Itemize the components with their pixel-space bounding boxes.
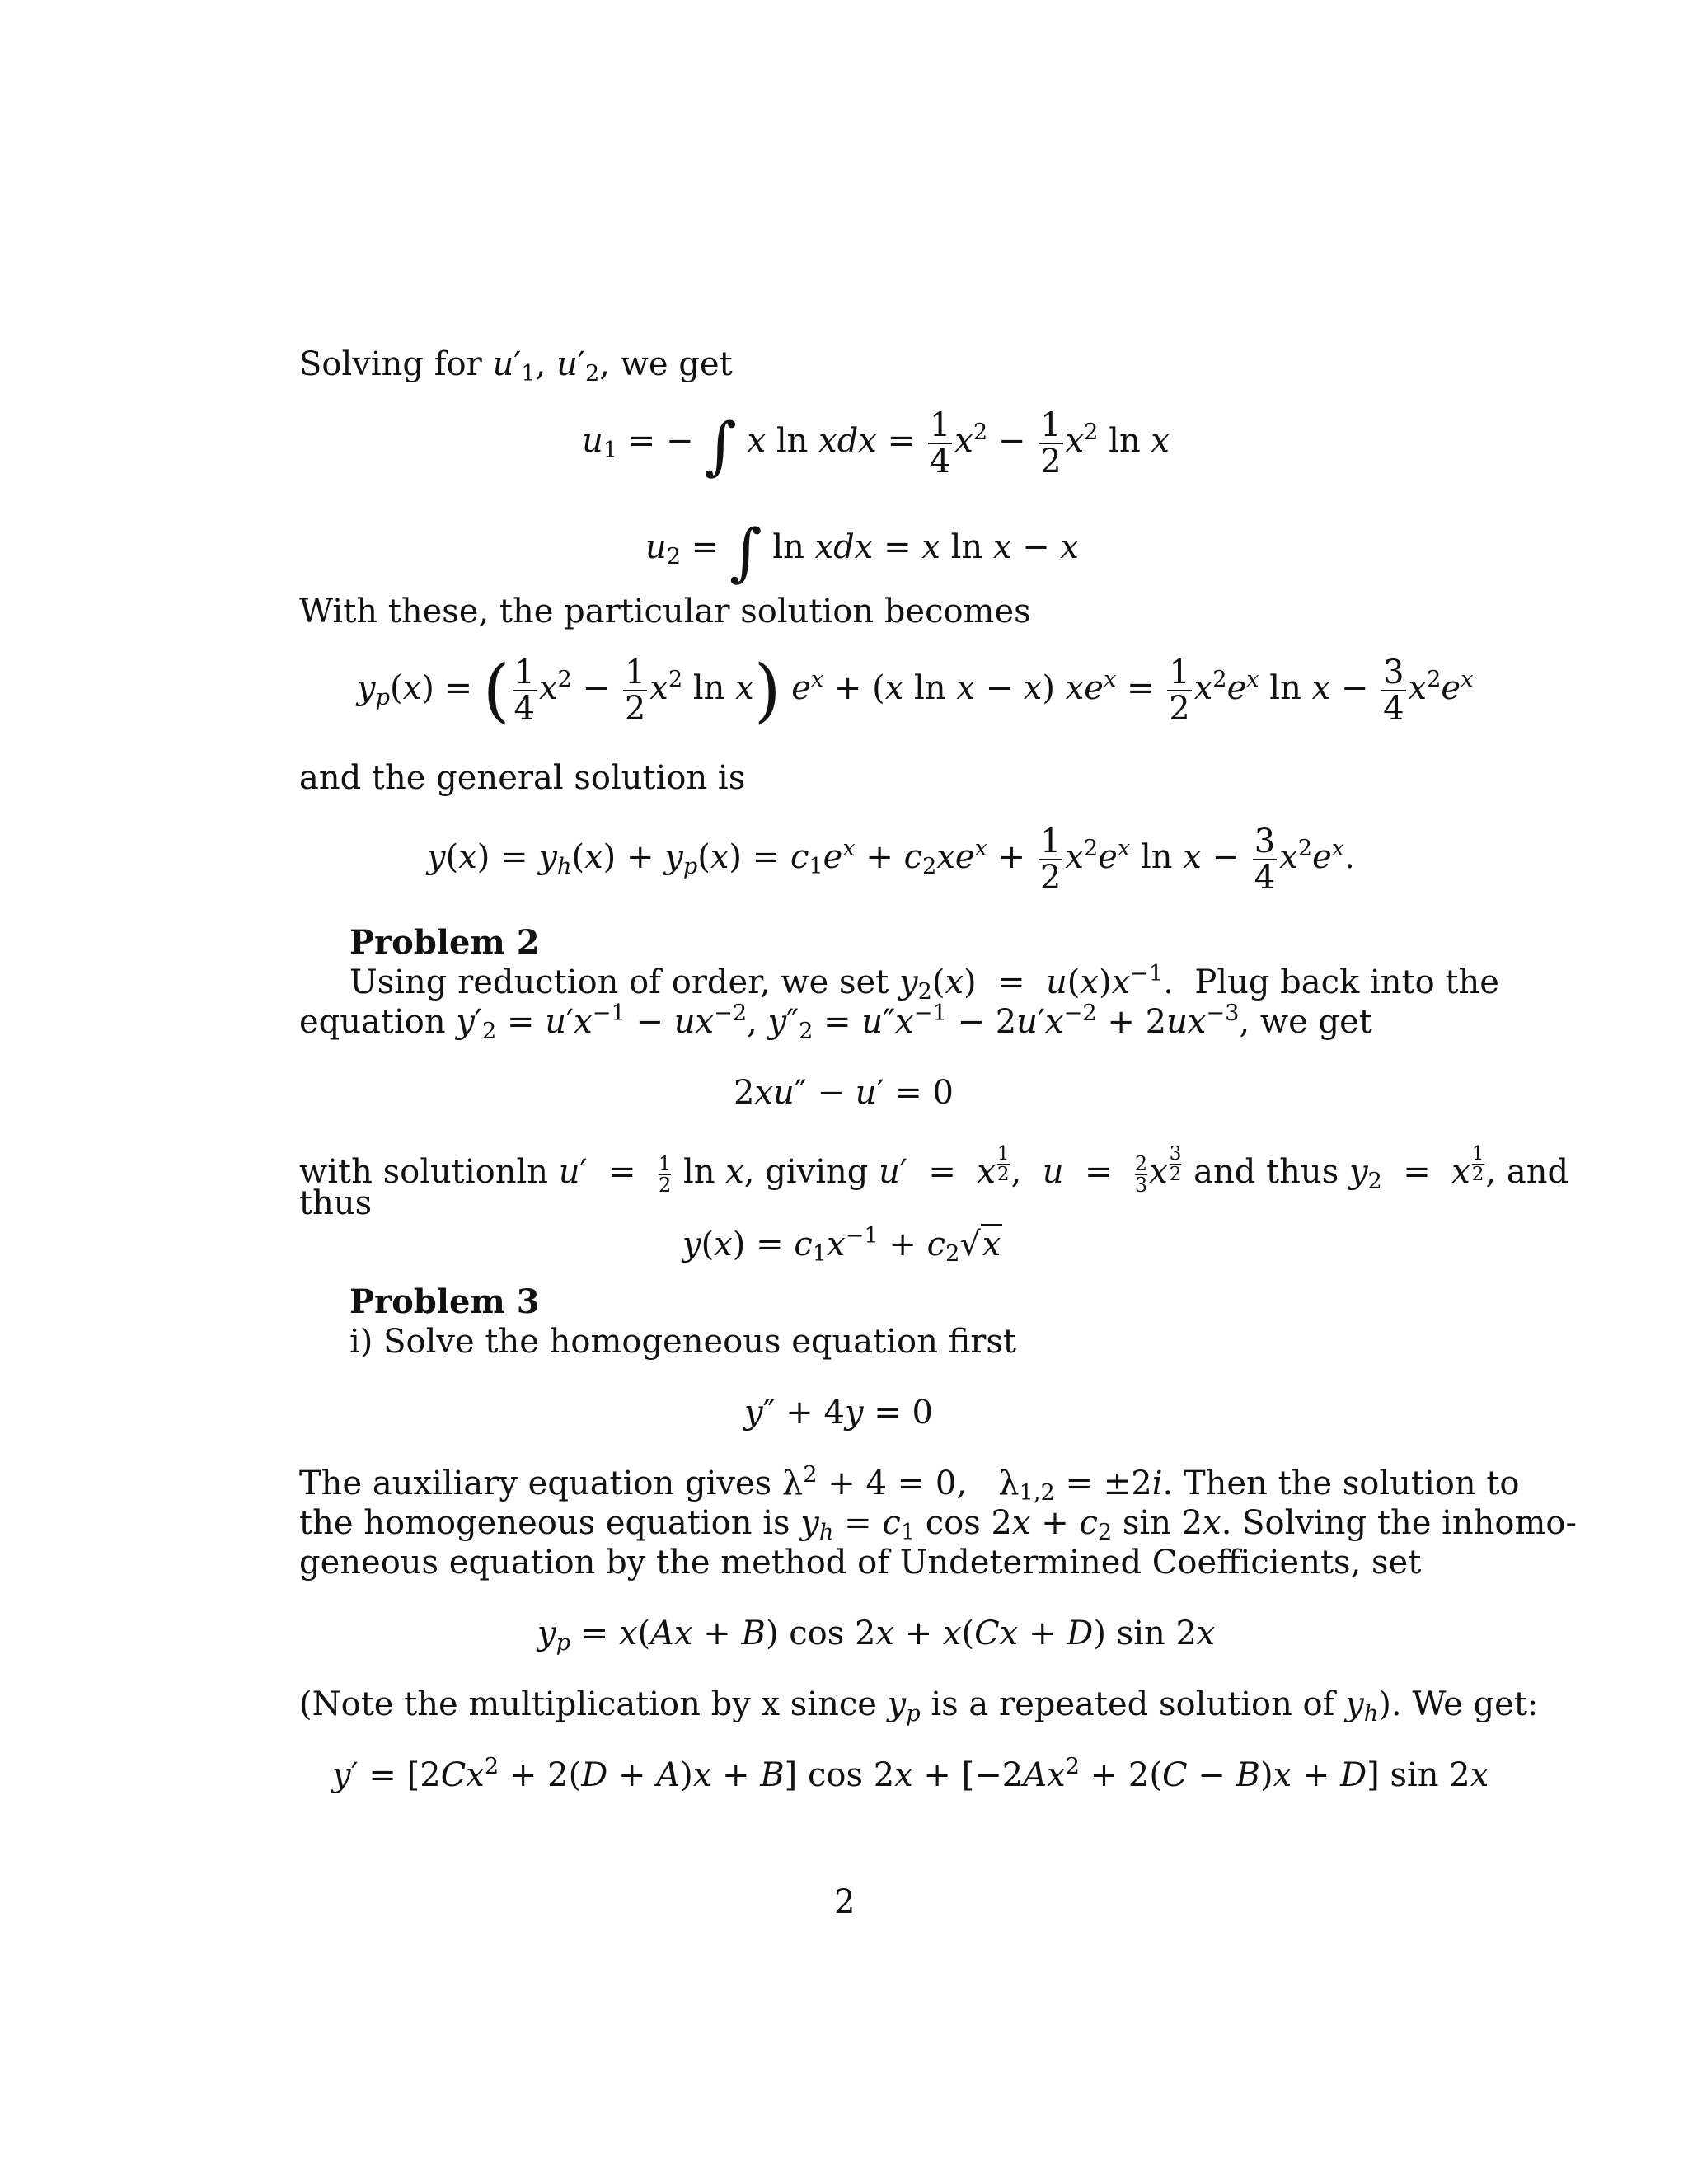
general-solution-intro: and the general solution is (299, 759, 746, 797)
problem-2-line-2: equation $y'_2 = u'x^{-1} - ux^{-2}$, $y''_2 = u''x^{-1} - 2u'x^{-2} + 2ux^{-3}$, we get (299, 1001, 1372, 1044)
equation-y-prime: $y' = [2Cx^2 + 2(D + A)x + B]$ $\cos 2x + [-2Ax^2 + 2(C - B)x + D]$ sin 2x (332, 1754, 1489, 1794)
equation-yp-guess: $y_p = x(Ax + B)$ cos 2x + x(Cx + D) sin 2x (537, 1615, 1216, 1656)
equation-yp: $y_p(x)$ = ( $\frac{1}{4}$ $x^2$ − $\frac{1}{2}$ $x^2$ ln x) $e^x + (x$ ln x − x) $xe^x$ = $\frac{1}{2}$ $x^2e^x$ ln x − $\frac{3}{4}$ $x^2e^x$ (357, 649, 1474, 731)
problem-3-heading: Problem 3 (349, 1282, 540, 1321)
problem-2-thus: thus (299, 1184, 373, 1222)
problem-2-heading: Problem 2 (349, 923, 540, 962)
equation-general-solution: $y(x) = y_h(x) + y_p(x) = c_1e^x + c_2xe^x$ + $\frac{1}{2}$ $x^2e^x$ ln x − $\frac{3}{4}$ $x^2e^x$. (427, 823, 1355, 897)
equation-u1: $u_1$ = − ∫ x ln xdx = $\frac{1}{4}$ $x^2$ − $\frac{1}{2}$ $x^2$ ln x (582, 406, 1170, 482)
problem-3-aux-line-3: geneous equation by the method of Undetermined Coefficients, set (299, 1544, 1422, 1582)
intro-solving-text: Solving for $u'_1$, $u'_2$, we get (299, 345, 733, 387)
problem-2-solution-text: with solutionln u′ = $\frac{1}{2}$ ln x, giving u′ = x $^{\frac{1}{2}}$ , u = $\frac{2}{3}$ x $^{\frac{3}{2}}$ and thus $y_2 = x$ $^{\frac{1}{2}}$ , and (299, 1143, 1569, 1197)
equation-reduction: 2xu″ − u′ = 0 (734, 1074, 954, 1112)
problem-3-step-i: i) Solve the homogeneous equation first (349, 1323, 1016, 1361)
problem-3-aux-line-2: the homogeneous equation is $y_h = c_1$ $\cos 2x + c_2$ sin 2x. Solving the inhomo- (299, 1504, 1578, 1545)
with-these-text: With these, the particular solution becomes (299, 593, 1031, 630)
problem-3-aux-line-1: The auxiliary equation gives $\lambda^2 + 4 = 0$, $\lambda_{1,2} = \pm 2i$. Then the solution to (299, 1462, 1520, 1506)
equation-homogeneous: y″ + 4y = 0 (744, 1394, 933, 1432)
problem-3-note: (Note the multiplication by x since $y_p$ is a repeated solution of $y_h$). We get: (299, 1685, 1539, 1727)
equation-problem-2-solution: $y(x) = c_1x^{-1} + c_2√x$ (682, 1223, 1001, 1267)
page-number: 2 (834, 1883, 856, 1921)
equation-u2: $u_2$ = ∫ ln xdx = x ln x − x (645, 515, 1079, 588)
problem-2-line-1: Using reduction of order, we set $y_2(x) = u(x)x^{-1}$. Plug back into the (349, 961, 1499, 1005)
